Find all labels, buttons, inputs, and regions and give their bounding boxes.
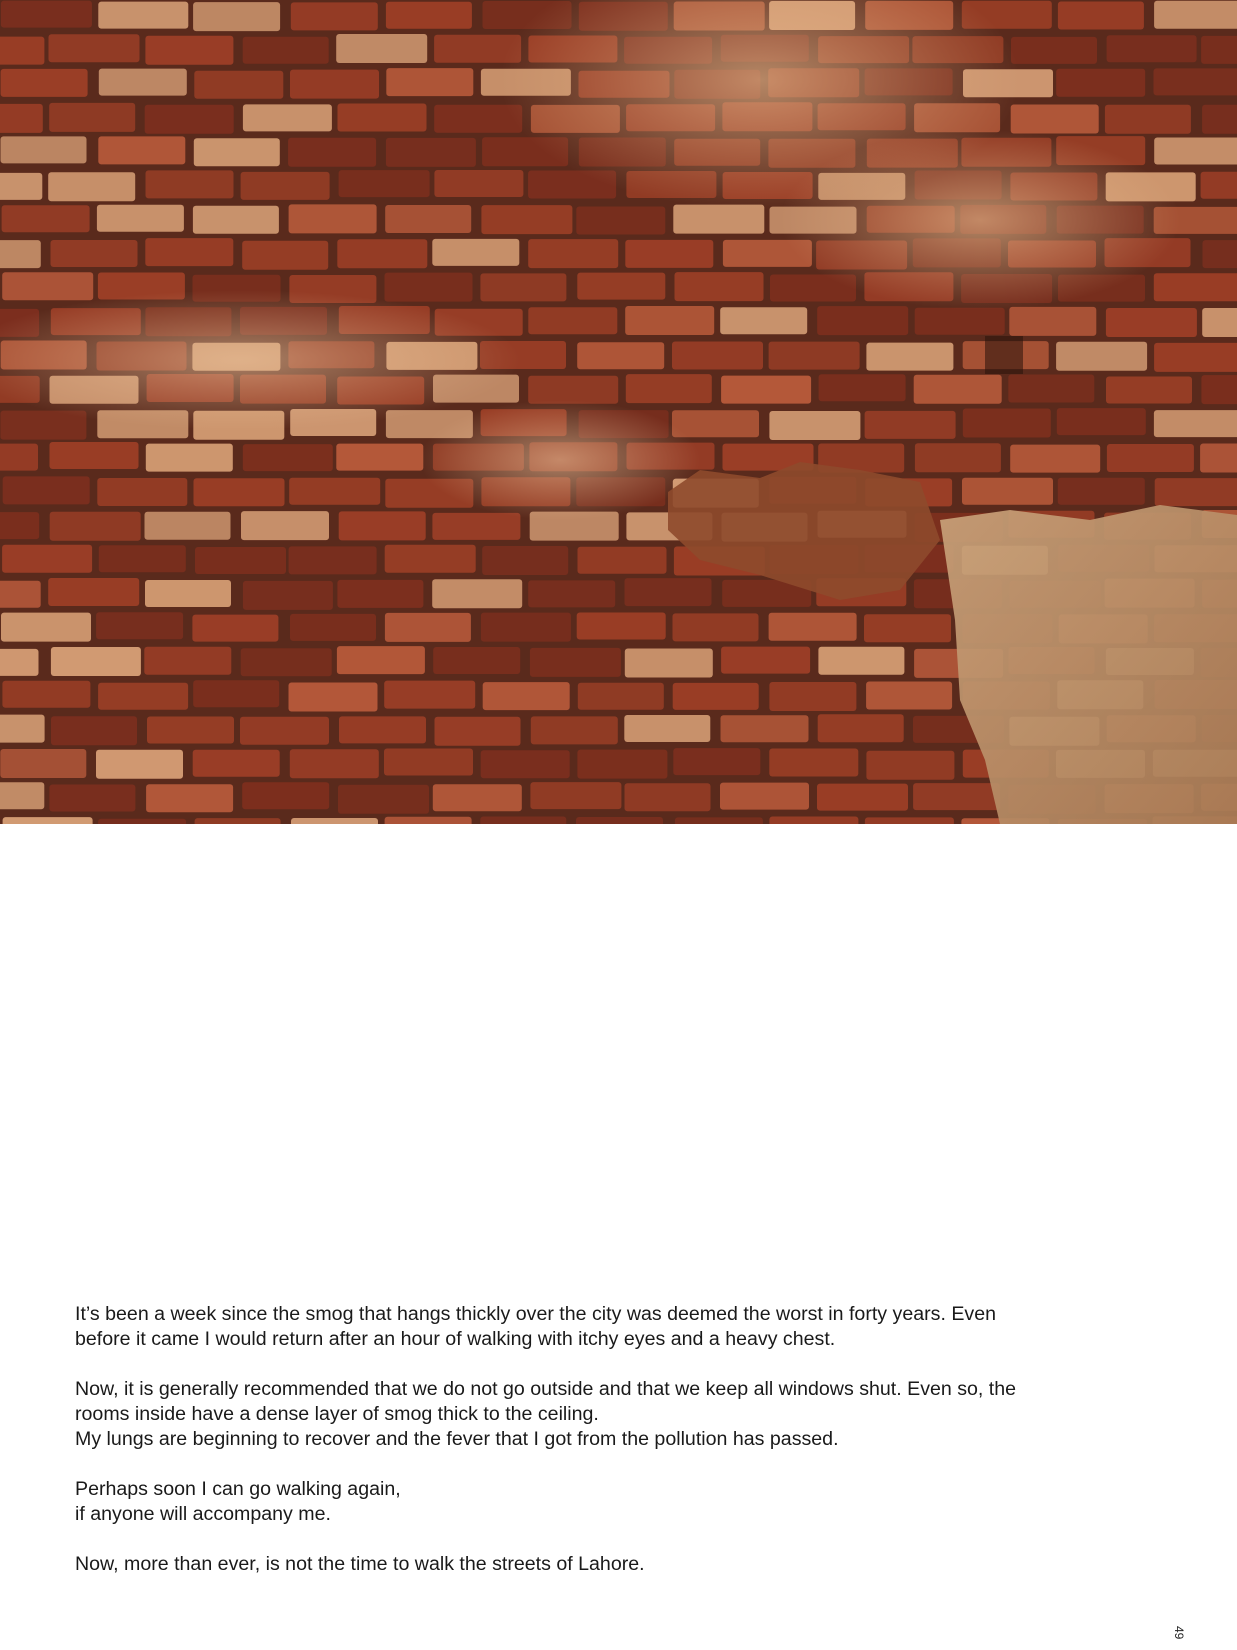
brick bbox=[289, 478, 380, 505]
brick bbox=[384, 681, 475, 709]
brick bbox=[0, 581, 41, 608]
brick bbox=[1009, 307, 1096, 336]
brick bbox=[817, 306, 908, 335]
brick bbox=[338, 104, 427, 132]
brick bbox=[528, 376, 618, 404]
brick bbox=[769, 817, 858, 825]
brick bbox=[48, 578, 139, 606]
paragraph-2 bbox=[75, 1377, 1185, 1452]
brick bbox=[913, 783, 1000, 810]
brick bbox=[339, 170, 430, 197]
brick bbox=[577, 750, 667, 779]
brick bbox=[483, 682, 570, 710]
brick bbox=[96, 612, 183, 639]
brick bbox=[864, 614, 951, 642]
brick bbox=[146, 170, 234, 198]
brick bbox=[1107, 35, 1197, 62]
brick bbox=[865, 817, 954, 824]
brick bbox=[0, 715, 45, 743]
brick bbox=[1154, 138, 1237, 165]
brick bbox=[769, 682, 856, 711]
brick bbox=[96, 750, 183, 779]
brick bbox=[818, 714, 904, 742]
brick bbox=[1056, 342, 1147, 371]
brick bbox=[97, 478, 187, 506]
brick bbox=[866, 751, 954, 780]
brick bbox=[386, 68, 473, 96]
brick bbox=[818, 647, 904, 675]
text-line: My lungs are beginning to recover and the fever that I got from the pollution has passed. bbox=[75, 1428, 839, 1450]
brick bbox=[434, 170, 523, 197]
brick bbox=[1201, 375, 1237, 404]
brick bbox=[145, 238, 233, 266]
brick bbox=[432, 579, 522, 608]
brick bbox=[1200, 444, 1237, 473]
text-line: Now, it is generally recommended that we do not go outside and that we keep all windows shut. Even so, the bbox=[75, 1378, 1017, 1400]
brick bbox=[432, 239, 519, 266]
brick bbox=[625, 649, 713, 678]
brick bbox=[1201, 36, 1237, 64]
brick bbox=[242, 241, 328, 270]
brick bbox=[528, 307, 617, 334]
text-line: It’s been a week since the smog that hangs thickly over the city was deemed the worst in forty years. Even bbox=[75, 1303, 997, 1325]
brick bbox=[147, 717, 234, 744]
brick bbox=[49, 103, 135, 132]
paragraph-gap bbox=[75, 1452, 1185, 1477]
brick bbox=[1154, 273, 1237, 301]
brick bbox=[51, 647, 141, 676]
brick bbox=[384, 749, 473, 776]
brick bbox=[433, 647, 520, 674]
brick bbox=[0, 37, 44, 65]
brick bbox=[337, 646, 425, 674]
brick bbox=[243, 581, 333, 610]
brick bbox=[576, 207, 665, 235]
brick bbox=[1011, 105, 1099, 134]
brick bbox=[625, 240, 713, 268]
brick bbox=[194, 478, 285, 506]
brick bbox=[1154, 1, 1237, 29]
brick bbox=[819, 374, 906, 401]
brick bbox=[51, 240, 138, 267]
brick bbox=[433, 784, 522, 811]
brick bbox=[528, 580, 615, 607]
brick bbox=[1, 69, 88, 97]
brick bbox=[1056, 69, 1145, 97]
brick bbox=[963, 409, 1051, 438]
brick bbox=[145, 36, 233, 65]
brick bbox=[962, 478, 1053, 505]
brick bbox=[675, 272, 764, 301]
brick bbox=[1010, 445, 1100, 473]
brick bbox=[432, 513, 520, 540]
brick bbox=[577, 273, 665, 300]
brick bbox=[243, 104, 332, 131]
brick bbox=[528, 239, 618, 268]
body-text bbox=[75, 1302, 1185, 1577]
brick bbox=[2, 205, 90, 232]
brick bbox=[146, 444, 233, 472]
brick bbox=[193, 680, 279, 707]
brick bbox=[193, 750, 280, 777]
brick bbox=[577, 613, 666, 640]
brick bbox=[49, 34, 140, 62]
brick bbox=[145, 580, 231, 607]
brick bbox=[291, 2, 378, 30]
brick bbox=[1058, 2, 1144, 30]
brick bbox=[290, 70, 379, 99]
brick bbox=[1057, 408, 1146, 435]
brick bbox=[98, 683, 188, 710]
brick bbox=[915, 308, 1005, 335]
brick bbox=[0, 240, 41, 268]
brick bbox=[865, 411, 956, 439]
brick bbox=[193, 2, 280, 31]
brick bbox=[577, 342, 664, 369]
brick bbox=[241, 172, 330, 200]
brick bbox=[1154, 68, 1237, 95]
brick bbox=[1202, 308, 1237, 337]
brick bbox=[51, 716, 137, 745]
brick bbox=[49, 785, 135, 812]
brick bbox=[721, 715, 809, 742]
brick bbox=[0, 444, 38, 471]
brick bbox=[386, 2, 472, 29]
brick bbox=[2, 272, 93, 300]
brick bbox=[99, 69, 187, 96]
brick bbox=[145, 105, 234, 134]
brick bbox=[1201, 172, 1237, 199]
brick bbox=[914, 375, 1002, 404]
brick bbox=[195, 818, 281, 824]
brick bbox=[337, 239, 427, 268]
brick bbox=[720, 307, 807, 334]
faded-patch bbox=[780, 130, 1180, 310]
brick bbox=[241, 511, 329, 540]
brick bbox=[338, 785, 429, 814]
brick bbox=[769, 749, 858, 777]
brick bbox=[578, 547, 667, 574]
brick-wall-photo bbox=[0, 0, 1237, 824]
brick bbox=[145, 512, 231, 540]
brick bbox=[1203, 240, 1237, 268]
brick bbox=[576, 817, 663, 824]
brick bbox=[0, 749, 86, 778]
brick bbox=[625, 306, 714, 335]
brick bbox=[194, 138, 280, 166]
brick bbox=[241, 648, 332, 676]
brick bbox=[1154, 410, 1237, 437]
brick bbox=[720, 783, 809, 810]
brick bbox=[769, 613, 857, 641]
paragraph-4 bbox=[75, 1552, 1185, 1577]
brick bbox=[385, 817, 472, 824]
brick bbox=[0, 649, 39, 676]
brick bbox=[290, 749, 379, 778]
brick bbox=[626, 374, 712, 403]
brick bbox=[0, 104, 43, 133]
brick bbox=[240, 717, 329, 745]
brick bbox=[673, 613, 759, 641]
text-line: Now, more than ever, is not the time to walk the streets of Lahore. bbox=[75, 1553, 645, 1575]
brick bbox=[0, 512, 39, 539]
brick bbox=[243, 444, 333, 471]
brick bbox=[242, 782, 329, 809]
brick bbox=[99, 545, 186, 572]
brick bbox=[721, 376, 811, 404]
paragraph-gap bbox=[75, 1352, 1185, 1377]
brick bbox=[1, 613, 91, 642]
brick bbox=[817, 784, 908, 811]
brick bbox=[0, 782, 44, 809]
paragraph-3 bbox=[75, 1477, 1185, 1527]
text-line: rooms inside have a dense layer of smog thick to the ceiling. bbox=[75, 1403, 599, 1425]
brick bbox=[435, 717, 521, 746]
brick bbox=[769, 342, 860, 370]
brick bbox=[481, 205, 572, 234]
brick bbox=[625, 578, 712, 606]
brick bbox=[1106, 308, 1197, 337]
brick bbox=[1, 136, 87, 163]
brick bbox=[243, 37, 329, 64]
brick bbox=[480, 273, 566, 301]
faded-patch bbox=[420, 400, 700, 520]
brick bbox=[1106, 377, 1192, 404]
brick bbox=[385, 273, 473, 302]
brick bbox=[721, 647, 810, 674]
brick bbox=[915, 443, 1001, 472]
brick-wall-image bbox=[0, 0, 1237, 824]
brick bbox=[1, 1, 92, 28]
paragraph-1 bbox=[75, 1302, 1185, 1352]
brick bbox=[192, 615, 278, 642]
brick bbox=[866, 682, 952, 710]
brick bbox=[866, 343, 953, 371]
brick bbox=[289, 204, 377, 233]
brick bbox=[578, 683, 664, 710]
brick bbox=[673, 683, 759, 710]
text-line: before it came I would return after an hour of walking with itchy eyes and a heavy chest. bbox=[75, 1328, 836, 1350]
brick bbox=[50, 512, 141, 541]
brick bbox=[289, 546, 377, 574]
brick bbox=[673, 748, 760, 775]
brick bbox=[195, 547, 286, 574]
brick bbox=[482, 546, 568, 575]
brick bbox=[339, 511, 426, 540]
brick bbox=[675, 817, 763, 824]
brick bbox=[2, 545, 92, 573]
brick bbox=[1155, 478, 1237, 506]
brick bbox=[3, 817, 93, 824]
brick bbox=[769, 411, 860, 440]
brick bbox=[97, 205, 184, 232]
brick bbox=[385, 613, 471, 642]
brick bbox=[530, 648, 621, 677]
brick bbox=[339, 716, 426, 743]
brick bbox=[385, 545, 476, 573]
paragraph-gap bbox=[75, 1527, 1185, 1552]
brick bbox=[98, 819, 186, 824]
text-line: Perhaps soon I can go walking again, bbox=[75, 1478, 401, 1500]
brick bbox=[386, 138, 476, 167]
brick bbox=[625, 783, 711, 811]
brick bbox=[481, 613, 571, 642]
brick bbox=[385, 205, 471, 233]
brick bbox=[1107, 444, 1194, 472]
brick bbox=[3, 476, 90, 504]
brick bbox=[480, 817, 566, 825]
brick bbox=[288, 138, 376, 167]
brick bbox=[337, 580, 423, 608]
brick bbox=[144, 647, 231, 675]
brick bbox=[1154, 343, 1237, 372]
brick bbox=[336, 444, 423, 471]
page-number: 49 bbox=[1172, 1626, 1186, 1640]
brick bbox=[98, 136, 185, 164]
text-line: if anyone will accompany me. bbox=[75, 1503, 331, 1525]
brick bbox=[289, 683, 378, 712]
brick bbox=[1008, 375, 1094, 403]
missing-brick-hole bbox=[985, 336, 1023, 374]
brick bbox=[672, 342, 763, 370]
brick bbox=[193, 206, 279, 234]
brick bbox=[1202, 105, 1237, 134]
brick bbox=[48, 172, 135, 201]
brick bbox=[290, 614, 376, 641]
brick bbox=[531, 716, 618, 744]
brick bbox=[2, 681, 90, 708]
brick bbox=[1011, 37, 1097, 64]
brick bbox=[530, 782, 621, 809]
brick bbox=[194, 71, 283, 99]
brick bbox=[336, 34, 427, 63]
brick bbox=[1105, 105, 1191, 134]
brick bbox=[98, 2, 188, 29]
brick bbox=[291, 818, 378, 824]
brick bbox=[624, 715, 710, 742]
brick bbox=[481, 750, 570, 778]
brick bbox=[1058, 478, 1145, 505]
brick bbox=[146, 784, 233, 812]
brick bbox=[0, 173, 42, 200]
brick bbox=[50, 442, 139, 469]
